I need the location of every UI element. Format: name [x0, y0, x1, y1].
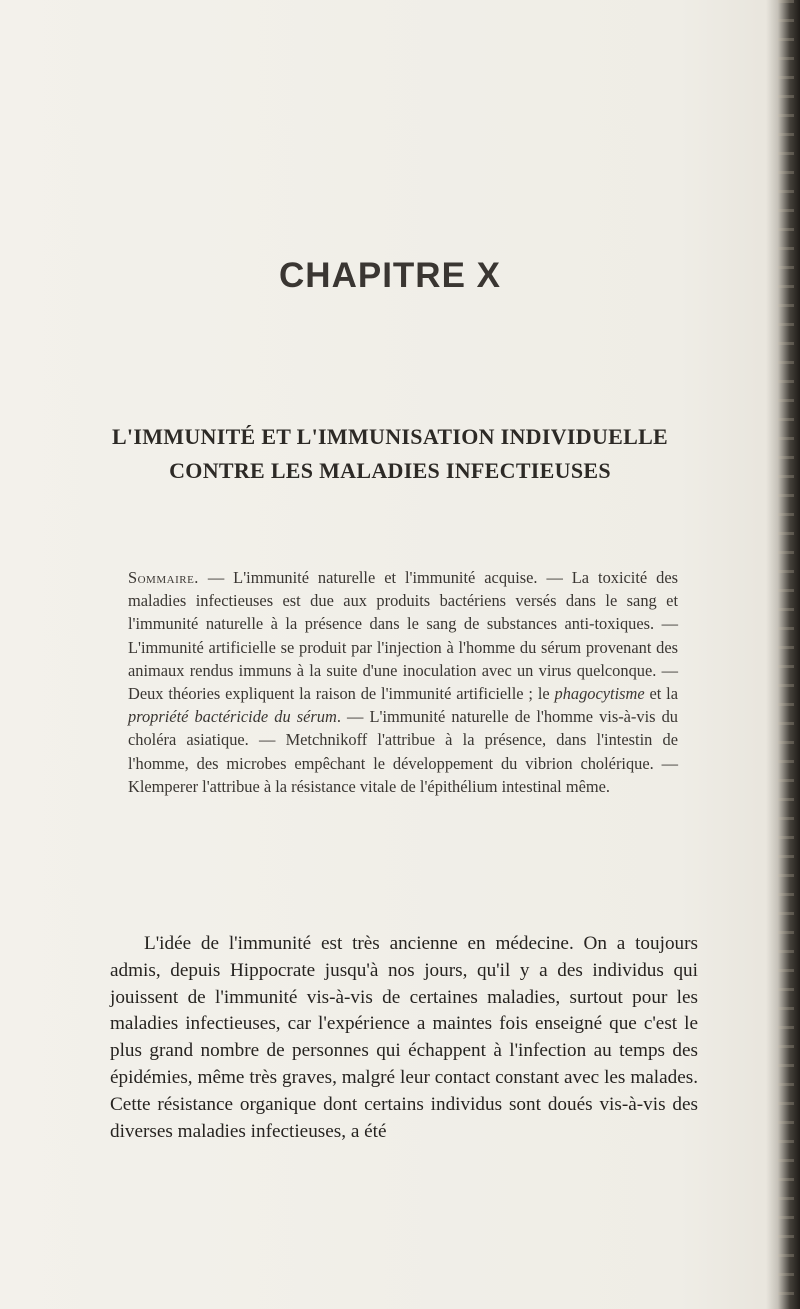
summary-term-phagocytisme: phagocytisme [554, 684, 645, 704]
page-edge-texture [778, 0, 794, 1309]
chapter-title-line-2: CONTRE LES MALADIES INFECTIEUSES [169, 458, 611, 483]
chapter-title-line-1: L'IMMUNITÉ ET L'IMMUNISATION INDIVIDUELLE [111, 424, 669, 449]
summary-text-2: et la [644, 684, 679, 704]
chapter-title [0, 420, 780, 488]
summary-text-3: . — L'immunité naturelle de l'homme vis-à-vis du choléra asiatique. — Metchnikoff l'attribue à la présence, dans l'intestin de l'homme, des microbes empêchant le développement du vibrion cholérique. — Klemperer l'attribue à la résistance vitale de l'épithélium intestinal même. [128, 707, 678, 796]
chapter-summary [128, 566, 678, 798]
summary-label: Sommaire. [128, 568, 199, 587]
summary-text-1: — L'immunité naturelle et l'immunité acquise. — La toxicité des maladies infectieuses est due aux produits bactériens versés dans le sang et l'immunité naturelle à la présence dans le sang de substances anti-toxiques. — L'immunité artificielle se produit par l'injection à l'homme du sérum provenant des animaux rendus immuns à la suite d'une inoculation avec un virus quelconque. — Deux théories expliquent la raison de l'immunité artificielle ; le [128, 568, 678, 704]
chapter-heading: CHAPITRE X [279, 256, 501, 295]
body-paragraph: L'idée de l'immunité est très ancienne en médecine. On a toujours admis, depuis Hippocrate jusqu'à nos jours, qu'il y a des individus qui jouissent de l'immunité vis-à-vis de certaines maladies, surtout pour les maladies infectieuses, car l'expérience a maintes fois enseigné que c'est le plus grand nombre de personnes qui échappent à l'infection au temps des épidémies, même très graves, malgré leur contact constant avec les malades. Cette résistance organique dont certains individus sont doués vis-à-vis des diverses maladies infectieuses, a été [110, 933, 698, 1142]
summary-term-bactericide: propriété bactéricide du sérum [128, 707, 337, 727]
